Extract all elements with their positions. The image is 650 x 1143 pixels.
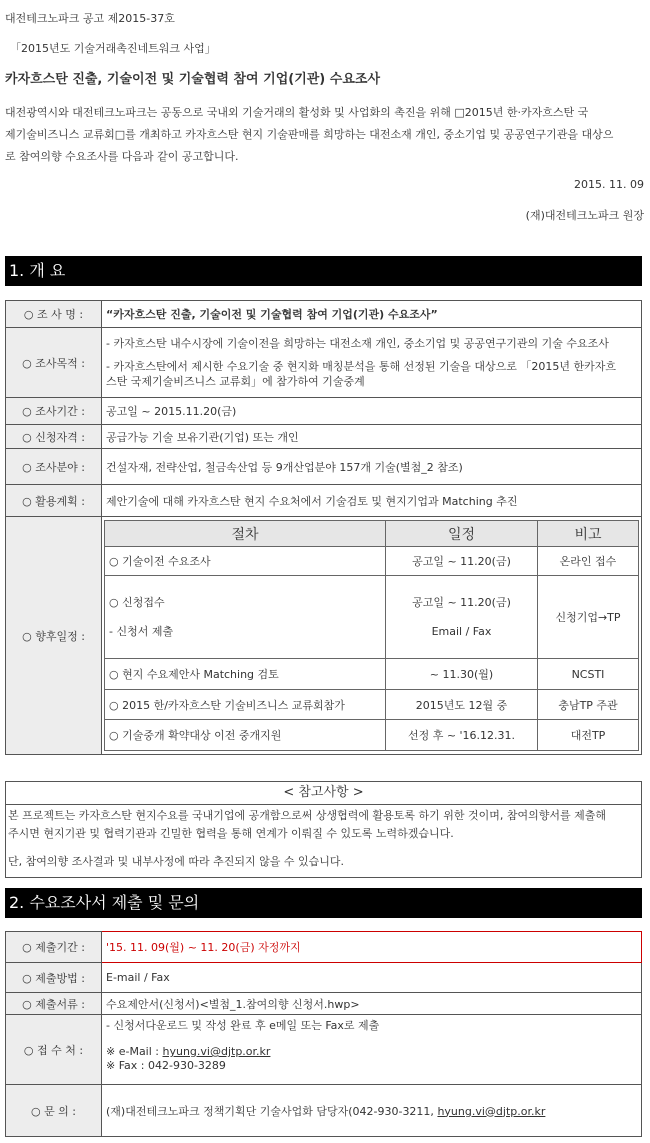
purpose-line-1: - 카자흐스탄 내수시장에 기술이전을 희망하는 대전소재 개인, 중소기업 및 공공연구기관의 기술 수요조사 xyxy=(106,337,609,350)
receipt-email-link[interactable]: hyung.vi@djtp.or.kr xyxy=(162,1045,271,1058)
usage-plan-label: ○ 활용계획 : xyxy=(6,485,102,517)
schedule-note: 충남TP 주관 xyxy=(538,690,639,720)
schedule-label: ○ 향후일정 : xyxy=(6,517,102,755)
survey-field-label: ○ 조사분야 : xyxy=(6,449,102,485)
intro-line-1: 대전광역시와 대전테크노파크는 공동으로 국내외 기술거래의 활성화 및 사업화의 촉진을 위해 □2015년 한·카자흐스탄 국 xyxy=(5,106,589,119)
contact-label: ○ 문 의 : xyxy=(6,1085,102,1137)
schedule-table xyxy=(104,520,639,751)
intro-line-3: 로 참여의향 수요조사를 다음과 같이 공고합니다. xyxy=(5,150,239,163)
schedule-header-note: 비고 xyxy=(538,521,639,547)
eligibility-label: ○ 신청자격 : xyxy=(6,425,102,449)
method-label: ○ 제출방법 : xyxy=(6,963,102,993)
notes-title: < 참고사항 > xyxy=(6,782,641,805)
schedule-note: 신청기업→TP xyxy=(538,576,639,659)
notice-date: 2015. 11. 09 xyxy=(574,178,644,191)
schedule-date: 공고일 ~ 11.20(금) xyxy=(386,547,538,576)
schedule-date-sub: Email / Fax xyxy=(431,625,492,638)
schedule-date: 공고일 ~ 11.20(금) xyxy=(412,596,511,609)
schedule-row xyxy=(105,720,639,751)
schedule-row xyxy=(105,690,639,720)
schedule-note: NCSTI xyxy=(538,659,639,690)
survey-period-value: 공고일 ~ 2015.11.20(금) xyxy=(102,398,642,425)
survey-name-value: “카자흐스탄 진출, 기술이전 및 기술협력 참여 기업(기관) 수요조사” xyxy=(102,301,642,328)
schedule-substep: - 신청서 제출 xyxy=(109,625,174,638)
schedule-note: 대전TP xyxy=(538,720,639,751)
schedule-note: 온라인 접수 xyxy=(538,547,639,576)
survey-period-label: ○ 조사기간 : xyxy=(6,398,102,425)
schedule-row xyxy=(105,659,639,690)
schedule-step: ○ 현지 수요제안사 Matching 검토 xyxy=(105,659,386,690)
documents-value: 수요제안서(신청서)<별첨_1.참여의향 신청서.hwp> xyxy=(102,993,642,1015)
notice-signer: (재)대전테크노파크 원장 xyxy=(525,209,644,222)
contact-email-link[interactable]: hyung.vi@djtp.or.kr xyxy=(437,1104,546,1118)
eligibility-value: 공급가능 기술 보유기관(기업) 또는 개인 xyxy=(102,425,642,449)
notice-number: 대전테크노파크 공고 제2015-37호 xyxy=(5,12,175,25)
receipt-instructions: - 신청서다운로드 및 작성 완료 후 e메일 또는 Fax로 제출 xyxy=(106,1019,380,1032)
usage-plan-value: 제안기술에 대해 카자흐스탄 현지 수요처에서 기술검토 및 현지기업과 Matching 추진 xyxy=(102,485,642,517)
deadline-label: ○ 제출기간 : xyxy=(6,932,102,963)
documents-label: ○ 제출서류 : xyxy=(6,993,102,1015)
schedule-date: ~ 11.30(월) xyxy=(386,659,538,690)
schedule-date: 선정 후 ~ '16.12.31. xyxy=(386,720,538,751)
schedule-step: ○ 기술이전 수요조사 xyxy=(105,547,386,576)
page-title: 카자흐스탄 진출, 기술이전 및 기술협력 참여 기업(기관) 수요조사 xyxy=(5,72,381,87)
submission-table xyxy=(5,931,642,1137)
receipt-label: ○ 접 수 처 : xyxy=(6,1015,102,1085)
deadline-value: '15. 11. 09(월) ~ 11. 20(금) 자정까지 xyxy=(102,932,642,963)
schedule-row xyxy=(105,576,639,659)
project-name: 「2015년도 기술거래촉진네트워크 사업」 xyxy=(10,42,216,55)
overview-table xyxy=(5,300,642,755)
receipt-email-label: ※ e-Mail : xyxy=(106,1045,163,1058)
intro-line-2: 제기술비즈니스 교류회□를 개최하고 카자흐스탄 현지 기술판매를 희망하는 대전소재 개인, 중소기업 및 공공연구기관을 대상으 xyxy=(5,128,614,141)
survey-name-label: ○ 조 사 명 : xyxy=(6,301,102,328)
schedule-header-date: 일정 xyxy=(386,521,538,547)
survey-purpose-label: ○ 조사목적 : xyxy=(6,328,102,398)
schedule-step: ○ 신청접수 xyxy=(109,596,165,609)
notes-line-3: 단, 참여의향 조사결과 및 내부사정에 따라 추진되지 않을 수 있습니다. xyxy=(8,855,344,868)
schedule-header-step: 절차 xyxy=(105,521,386,547)
schedule-date: 2015년도 12월 중 xyxy=(386,690,538,720)
schedule-row xyxy=(105,547,639,576)
notes-box xyxy=(5,781,642,878)
section-1-heading: 1. 개 요 xyxy=(5,256,642,286)
receipt-fax: ※ Fax : 042-930-3289 xyxy=(106,1059,226,1072)
schedule-step: ○ 2015 한/카자흐스탄 기술비즈니스 교류회참가 xyxy=(105,690,386,720)
contact-text: (재)대전테크노파크 정책기획단 기술사업화 담당자(042-930-3211, xyxy=(106,1104,438,1118)
survey-field-value: 건설자재, 전략산업, 철금속산업 등 9개산업분야 157개 기술(별첨_2 참조) xyxy=(102,449,642,485)
section-2-heading: 2. 수요조사서 제출 및 문의 xyxy=(5,888,642,918)
notes-line-2: 주시면 현지기관 및 협력기관과 긴밀한 협력을 통해 연계가 이뤄질 수 있도록 노력하겠습니다. xyxy=(8,827,454,840)
method-value: E-mail / Fax xyxy=(102,963,642,993)
purpose-line-3: 스탄 국제기술비즈니스 교류회」에 참가하여 기술중계 xyxy=(106,375,365,388)
schedule-step: ○ 기술중개 확약대상 이전 중개지원 xyxy=(105,720,386,751)
notes-line-1: 본 프로젝트는 카자흐스탄 현지수요를 국내기업에 공개함으로써 상생협력에 활용토록 하기 위한 것이며, 참여의향서를 제출해 xyxy=(8,809,607,822)
purpose-line-2: - 카자흐스탄에서 제시한 수요기술 중 현지화 매칭분석을 통해 선정된 기술을 대상으로 「2015년 한카자흐 xyxy=(106,360,616,373)
